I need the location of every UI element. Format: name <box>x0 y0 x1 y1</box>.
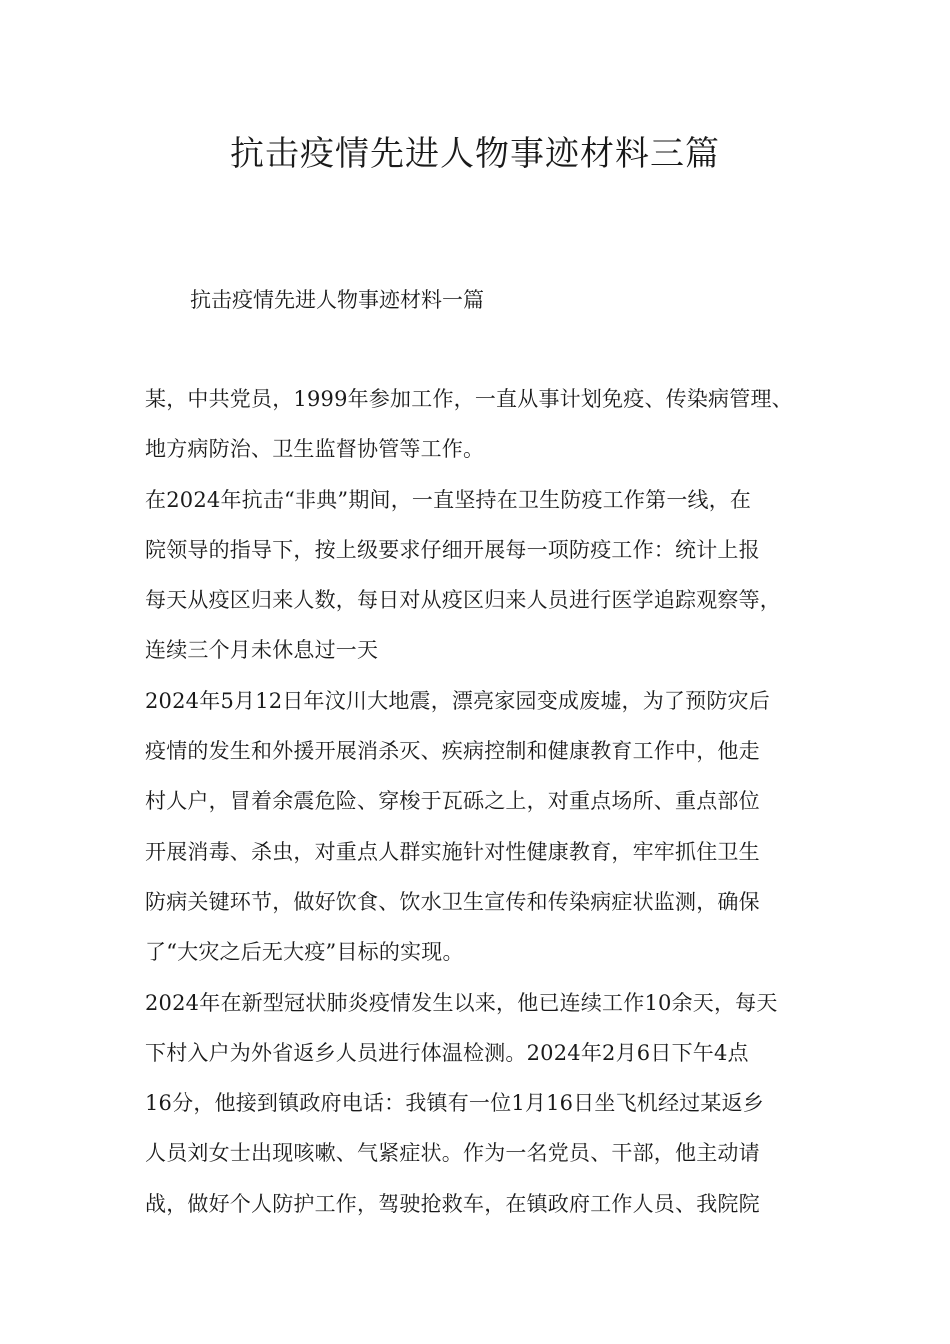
text-line: 2024年5月12日年汶川大地震，漂亮家园变成废墟，为了预防灾后 <box>145 688 770 713</box>
text-line: 连续三个月未休息过一天 <box>145 638 379 663</box>
text-line: 疫情的发生和外援开展消杀灭、疾病控制和健康教育工作中，他走 <box>145 739 760 764</box>
text-line: 了“大灾之后无大疫”目标的实现。 <box>145 940 464 965</box>
text-line: 战，做好个人防护工作，驾驶抢救车，在镇政府工作人员、我院院 <box>145 1191 760 1216</box>
text-line: 在2024年抗击“非典”期间，一直坚持在卫生防疫工作第一线，在 <box>145 487 752 512</box>
text-line: 开展消毒、杀虫，对重点人群实施针对性健康教育，牢牢抓住卫生 <box>145 839 760 864</box>
text-line: 防病关键环节，做好饮食、饮水卫生宣传和传染病症状监测，确保 <box>145 889 760 914</box>
text-line: 地方病防治、卫生监督协管等工作。 <box>145 437 485 462</box>
text-line: 院领导的指导下，按上级要求仔细开展每一项防疫工作：统计上报 <box>145 537 760 562</box>
text-line: 村人户，冒着余震危险、穿梭于瓦砾之上，对重点场所、重点部位 <box>145 789 760 814</box>
text-line: 16分，他接到镇政府电话：我镇有一位1月16日坐飞机经过某返乡 <box>145 1091 765 1116</box>
section-subtitle: 抗击疫情先进人物事迹材料一篇 <box>190 288 484 312</box>
document-title: 抗击疫情先进人物事迹材料三篇 <box>230 134 720 174</box>
text-line: 每天从疫区归来人数，每日对从疫区归来人员进行医学追踪观察等， <box>145 588 781 613</box>
text-line: 下村入户为外省返乡人员进行体温检测。2024年2月6日下午4点 <box>145 1040 749 1065</box>
text-line: 人员刘女士出现咳嗽、气紧症状。作为一名党员、干部，他主动请 <box>145 1141 760 1166</box>
body-text <box>145 380 825 1235</box>
text-line: 2024年在新型冠状肺炎疫情发生以来，他已连续工作10余天，每天 <box>145 990 778 1015</box>
text-line: 某，中共党员，1999年参加工作，一直从事计划免疫、传染病管理、 <box>145 387 793 411</box>
